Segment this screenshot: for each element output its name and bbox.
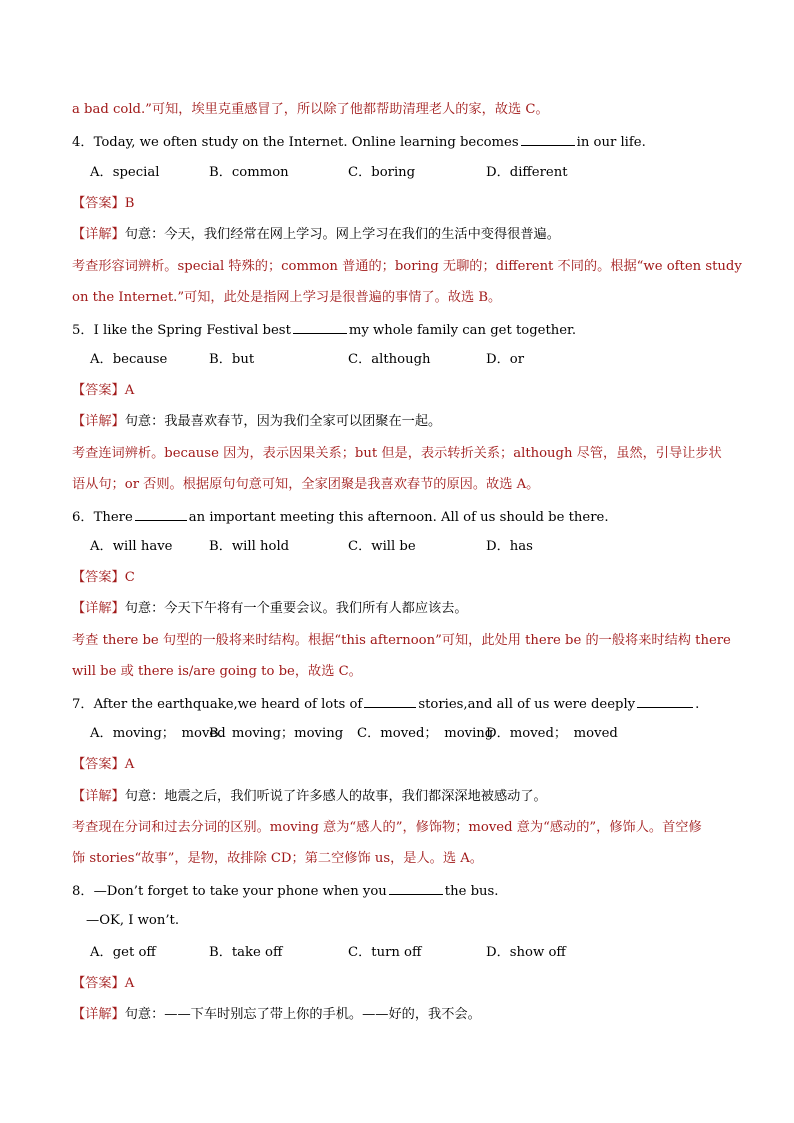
question-6 bbox=[72, 507, 609, 527]
detail-line bbox=[72, 1006, 481, 1024]
analysis-line: on the Internet.”可知，此处是指网上学习是很普遍的事情了。故选 B。 bbox=[72, 290, 502, 305]
answer-blank bbox=[389, 881, 443, 895]
option-a: A．because bbox=[90, 352, 168, 367]
option-b: B．but bbox=[209, 352, 255, 367]
option-c: C．moved； moving bbox=[357, 726, 494, 741]
question-text: . bbox=[695, 697, 700, 712]
option-c: C．boring bbox=[348, 165, 416, 180]
question-number: 7． bbox=[72, 697, 94, 712]
answer-tag: 【答案】 bbox=[72, 570, 125, 585]
detail-line bbox=[72, 600, 468, 618]
answer-tag: 【答案】 bbox=[72, 976, 125, 991]
answer-value: B bbox=[124, 196, 135, 211]
detail-tag: 【详解】 bbox=[72, 1007, 125, 1022]
previous-analysis-tail: a bad cold.”可知，埃里克重感冒了，所以除了他都帮助清理老人的家，故选 C。 bbox=[72, 102, 549, 117]
detail-tag: 【详解】 bbox=[72, 601, 125, 616]
option-b: B．common bbox=[209, 165, 289, 180]
detail-tag: 【详解】 bbox=[72, 789, 125, 804]
answer-line bbox=[72, 756, 134, 774]
answer-value: A bbox=[124, 383, 135, 398]
detail-line bbox=[72, 413, 441, 431]
option-d: D．different bbox=[486, 165, 568, 180]
question-7 bbox=[72, 694, 699, 714]
analysis-line: 考查形容词辨析。special 特殊的；common 普通的；boring 无聊的；different 不同的。根据“we often study bbox=[72, 259, 742, 274]
question-number: 5． bbox=[72, 323, 94, 338]
option-b: B．moving；moving bbox=[209, 726, 344, 741]
analysis-line: 考查现在分词和过去分词的区别。moving 意为“感人的”，修饰物；moved 意为“感动的”，修饰人。首空修 bbox=[72, 820, 702, 835]
option-a: A．moving； moved bbox=[90, 726, 226, 741]
answer-blank bbox=[637, 694, 693, 708]
analysis-line: 考查 there be 句型的一般将来时结构。根据“this afternoon”可知，此处用 there be 的一般将来时结构 there bbox=[72, 633, 731, 648]
answer-blank bbox=[135, 507, 187, 521]
dialogue-reply: —OK, I won’t. bbox=[86, 913, 180, 928]
option-d: D．has bbox=[486, 539, 533, 554]
answer-tag: 【答案】 bbox=[72, 757, 125, 772]
detail-text: 句意：地震之后，我们听说了许多感人的故事，我们都深深地被感动了。 bbox=[124, 789, 547, 804]
detail-tag: 【详解】 bbox=[72, 414, 125, 429]
option-c: C．although bbox=[348, 352, 431, 367]
question-text: stories,and all of us were deeply bbox=[418, 697, 636, 712]
answer-value: A bbox=[124, 757, 135, 772]
detail-text: 句意：我最喜欢春节，因为我们全家可以团聚在一起。 bbox=[124, 414, 442, 429]
question-4 bbox=[72, 132, 646, 152]
question-text: in our life. bbox=[576, 135, 646, 150]
answer-line bbox=[72, 382, 134, 400]
option-c: C．will be bbox=[348, 539, 416, 554]
question-number: 4． bbox=[72, 135, 94, 150]
option-b: B．will hold bbox=[209, 539, 290, 554]
question-text: After the earthquake,we heard of lots of bbox=[93, 697, 363, 712]
option-a: A．will have bbox=[90, 539, 173, 554]
answer-value: C bbox=[124, 570, 135, 585]
option-b: B．take off bbox=[209, 945, 283, 960]
detail-line bbox=[72, 788, 547, 806]
option-a: A．special bbox=[90, 165, 160, 180]
option-d: D．show off bbox=[486, 945, 566, 960]
question-8 bbox=[72, 881, 498, 901]
answer-line bbox=[72, 195, 134, 213]
question-number: 8． bbox=[72, 884, 94, 899]
question-text: There bbox=[93, 510, 133, 525]
analysis-line: 语从句；or 否则。根据原句句意可知，全家团聚是我喜欢春节的原因。故选 A。 bbox=[72, 477, 540, 492]
question-text: I like the Spring Festival best bbox=[93, 323, 291, 338]
option-d: D．or bbox=[486, 352, 525, 367]
detail-text: 句意：今天下午将有一个重要会议。我们所有人都应该去。 bbox=[124, 601, 468, 616]
answer-line bbox=[72, 569, 135, 587]
answer-value: A bbox=[124, 976, 135, 991]
detail-line bbox=[72, 226, 560, 244]
analysis-line: 考查连词辨析。because 因为，表示因果关系；but 但是，表示转折关系；although 尽管，虽然，引导让步状 bbox=[72, 446, 722, 461]
answer-blank bbox=[521, 132, 575, 146]
detail-text: 句意：今天，我们经常在网上学习。网上学习在我们的生活中变得很普遍。 bbox=[124, 227, 560, 242]
answer-line bbox=[72, 975, 134, 993]
analysis-line: 饰 stories“故事”，是物，故排除 CD；第二空修饰 us，是人。选 A。 bbox=[72, 851, 483, 866]
option-a: A．get off bbox=[90, 945, 156, 960]
answer-blank bbox=[364, 694, 416, 708]
question-text: —Don’t forget to take your phone when you bbox=[93, 884, 387, 899]
detail-text: 句意：——下车时别忘了带上你的手机。——好的，我不会。 bbox=[124, 1007, 481, 1022]
question-text: my whole family can get together. bbox=[348, 323, 577, 338]
answer-tag: 【答案】 bbox=[72, 383, 125, 398]
answer-tag: 【答案】 bbox=[72, 196, 125, 211]
question-text: an important meeting this afternoon. All of us should be there. bbox=[188, 510, 609, 525]
detail-tag: 【详解】 bbox=[72, 227, 125, 242]
option-c: C．turn off bbox=[348, 945, 422, 960]
question-number: 6． bbox=[72, 510, 94, 525]
answer-blank bbox=[293, 320, 347, 334]
question-text: Today, we often study on the Internet. Online learning becomes bbox=[93, 135, 519, 150]
analysis-line: will be 或 there is/are going to be，故选 C。 bbox=[72, 664, 362, 679]
option-d: D．moved； moved bbox=[486, 726, 618, 741]
question-text: the bus. bbox=[444, 884, 499, 899]
question-5 bbox=[72, 320, 576, 340]
